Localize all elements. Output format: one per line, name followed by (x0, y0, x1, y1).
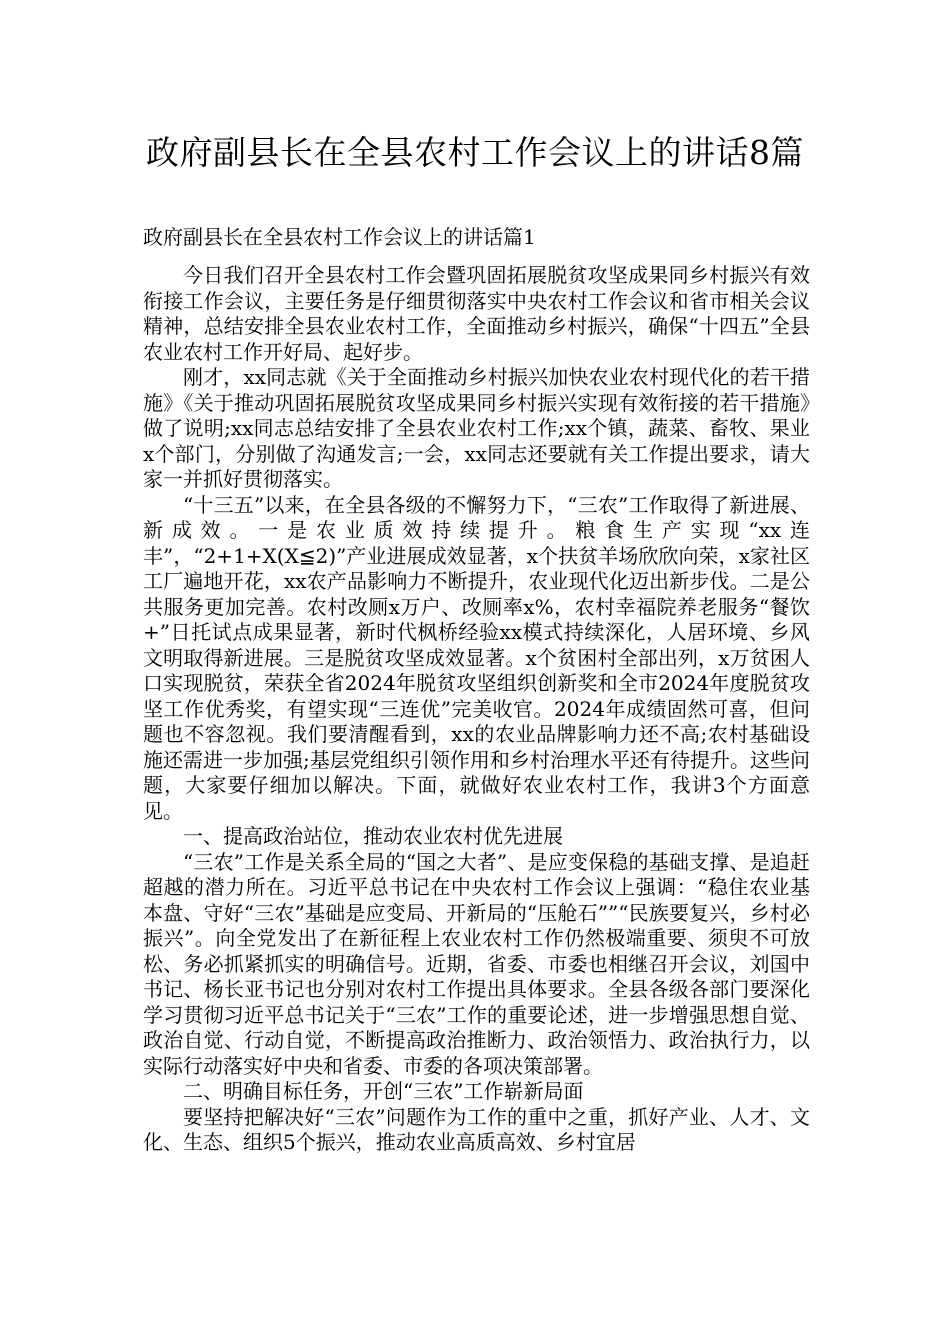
paragraph-5: 要坚持把解决好“三农”问题作为工作的重中之重，抓好产业、人才、文化、生态、组织5个振兴，推动农业高质高效、乡村宜居 (143, 1104, 810, 1154)
paragraph-3: “十三五”以来，在全县各级的不懈努力下，“三农”工作取得了新进展、新成效。一是农业质效持续提升。粮食生产实现“xx连丰”，“2+1+X(X≦2)”产业进展成效显著，x个扶贫羊场欣欣向荣，x家社区工厂遍地开花，xx农产品影响力不断提升，农业现代化迈出新步伐。二是公共服务更加完善。农村改厕x万户、改厕率x%，农村幸福院养老服务“餐饮+”日托试点成果显著，新时代枫桥经验xx模式持续深化，人居环境、乡风文明取得新进展。三是脱贫攻坚成效显著。x个贫困村全部出列，x万贫困人口实现脱贫，荣获全省2024年脱贫攻坚组织创新奖和全市2024年度脱贫攻坚工作优秀奖，有望实现“三连优”完美收官。2024年成绩固然可喜，但问题也不容忽视。我们要清醒看到，xx的农业品牌影响力还不高;农村基础设施还需进一步加强;基层党组织引领作用和乡村治理水平还有待提升。这些问题，大家要仔细加以解决。下面，就做好农业农村工作，我讲3个方面意见。 (143, 492, 810, 823)
document-subtitle: 政府副县长在全县农村工作会议上的讲话篇1 (143, 225, 536, 249)
paragraph-1: 今日我们召开全县农村工作会暨巩固拓展脱贫攻坚成果同乡村振兴有效衔接工作会议，主要任务是仔细贯彻落实中央农村工作会议和省市相关会议精神，总结安排全县农业农村工作，全面推动乡村振兴，确保“十四五”全县农业农村工作开好局、起好步。 (143, 263, 810, 364)
paragraph-4: “三农”工作是关系全局的“国之大者”、是应变保稳的基础支撑、是追赶超越的潜力所在。习近平总书记在中央农村工作会议上强调：“稳住农业基本盘、守好“三农”基础是应变局、开新局的“压舱石””“民族要复兴，乡村必振兴”。向全党发出了在新征程上农业农村工作仍然极端重要、须臾不可放松、务必抓紧抓实的明确信号。近期，省委、市委也相继召开会议，刘国中书记、杨长亚书记也分别对农村工作提出具体要求。全县各级各部门要深化学习贯彻习近平总书记关于“三农”工作的重要论述，进一步增强思想自觉、政治自觉、行动自觉，不断提高政治推断力、政治领悟力、政治执行力，以实际行动落实好中央和省委、市委的各项决策部署。 (143, 849, 810, 1078)
document-title: 政府副县长在全县农村工作会议上的讲话8篇 (146, 133, 804, 172)
paragraph-2: 刚才，xx同志就《关于全面推动乡村振兴加快农业农村现代化的若干措施》《关于推动巩固拓展脱贫攻坚成果同乡村振兴实现有效衔接的若干措施》做了说明;xx同志总结安排了全县农业农村工作;xx个镇，蔬菜、畜牧、果业x个部门，分别做了沟通发言;一会，xx同志还要就有关工作提出要求，请大家一并抓好贯彻落实。 (143, 365, 810, 491)
section-heading-2: 二、明确目标任务，开创“三农”工作崭新局面 (183, 1079, 584, 1103)
section-heading-1: 一、提高政治站位，推动农业农村优先进展 (183, 824, 563, 848)
document-body (143, 263, 810, 1156)
